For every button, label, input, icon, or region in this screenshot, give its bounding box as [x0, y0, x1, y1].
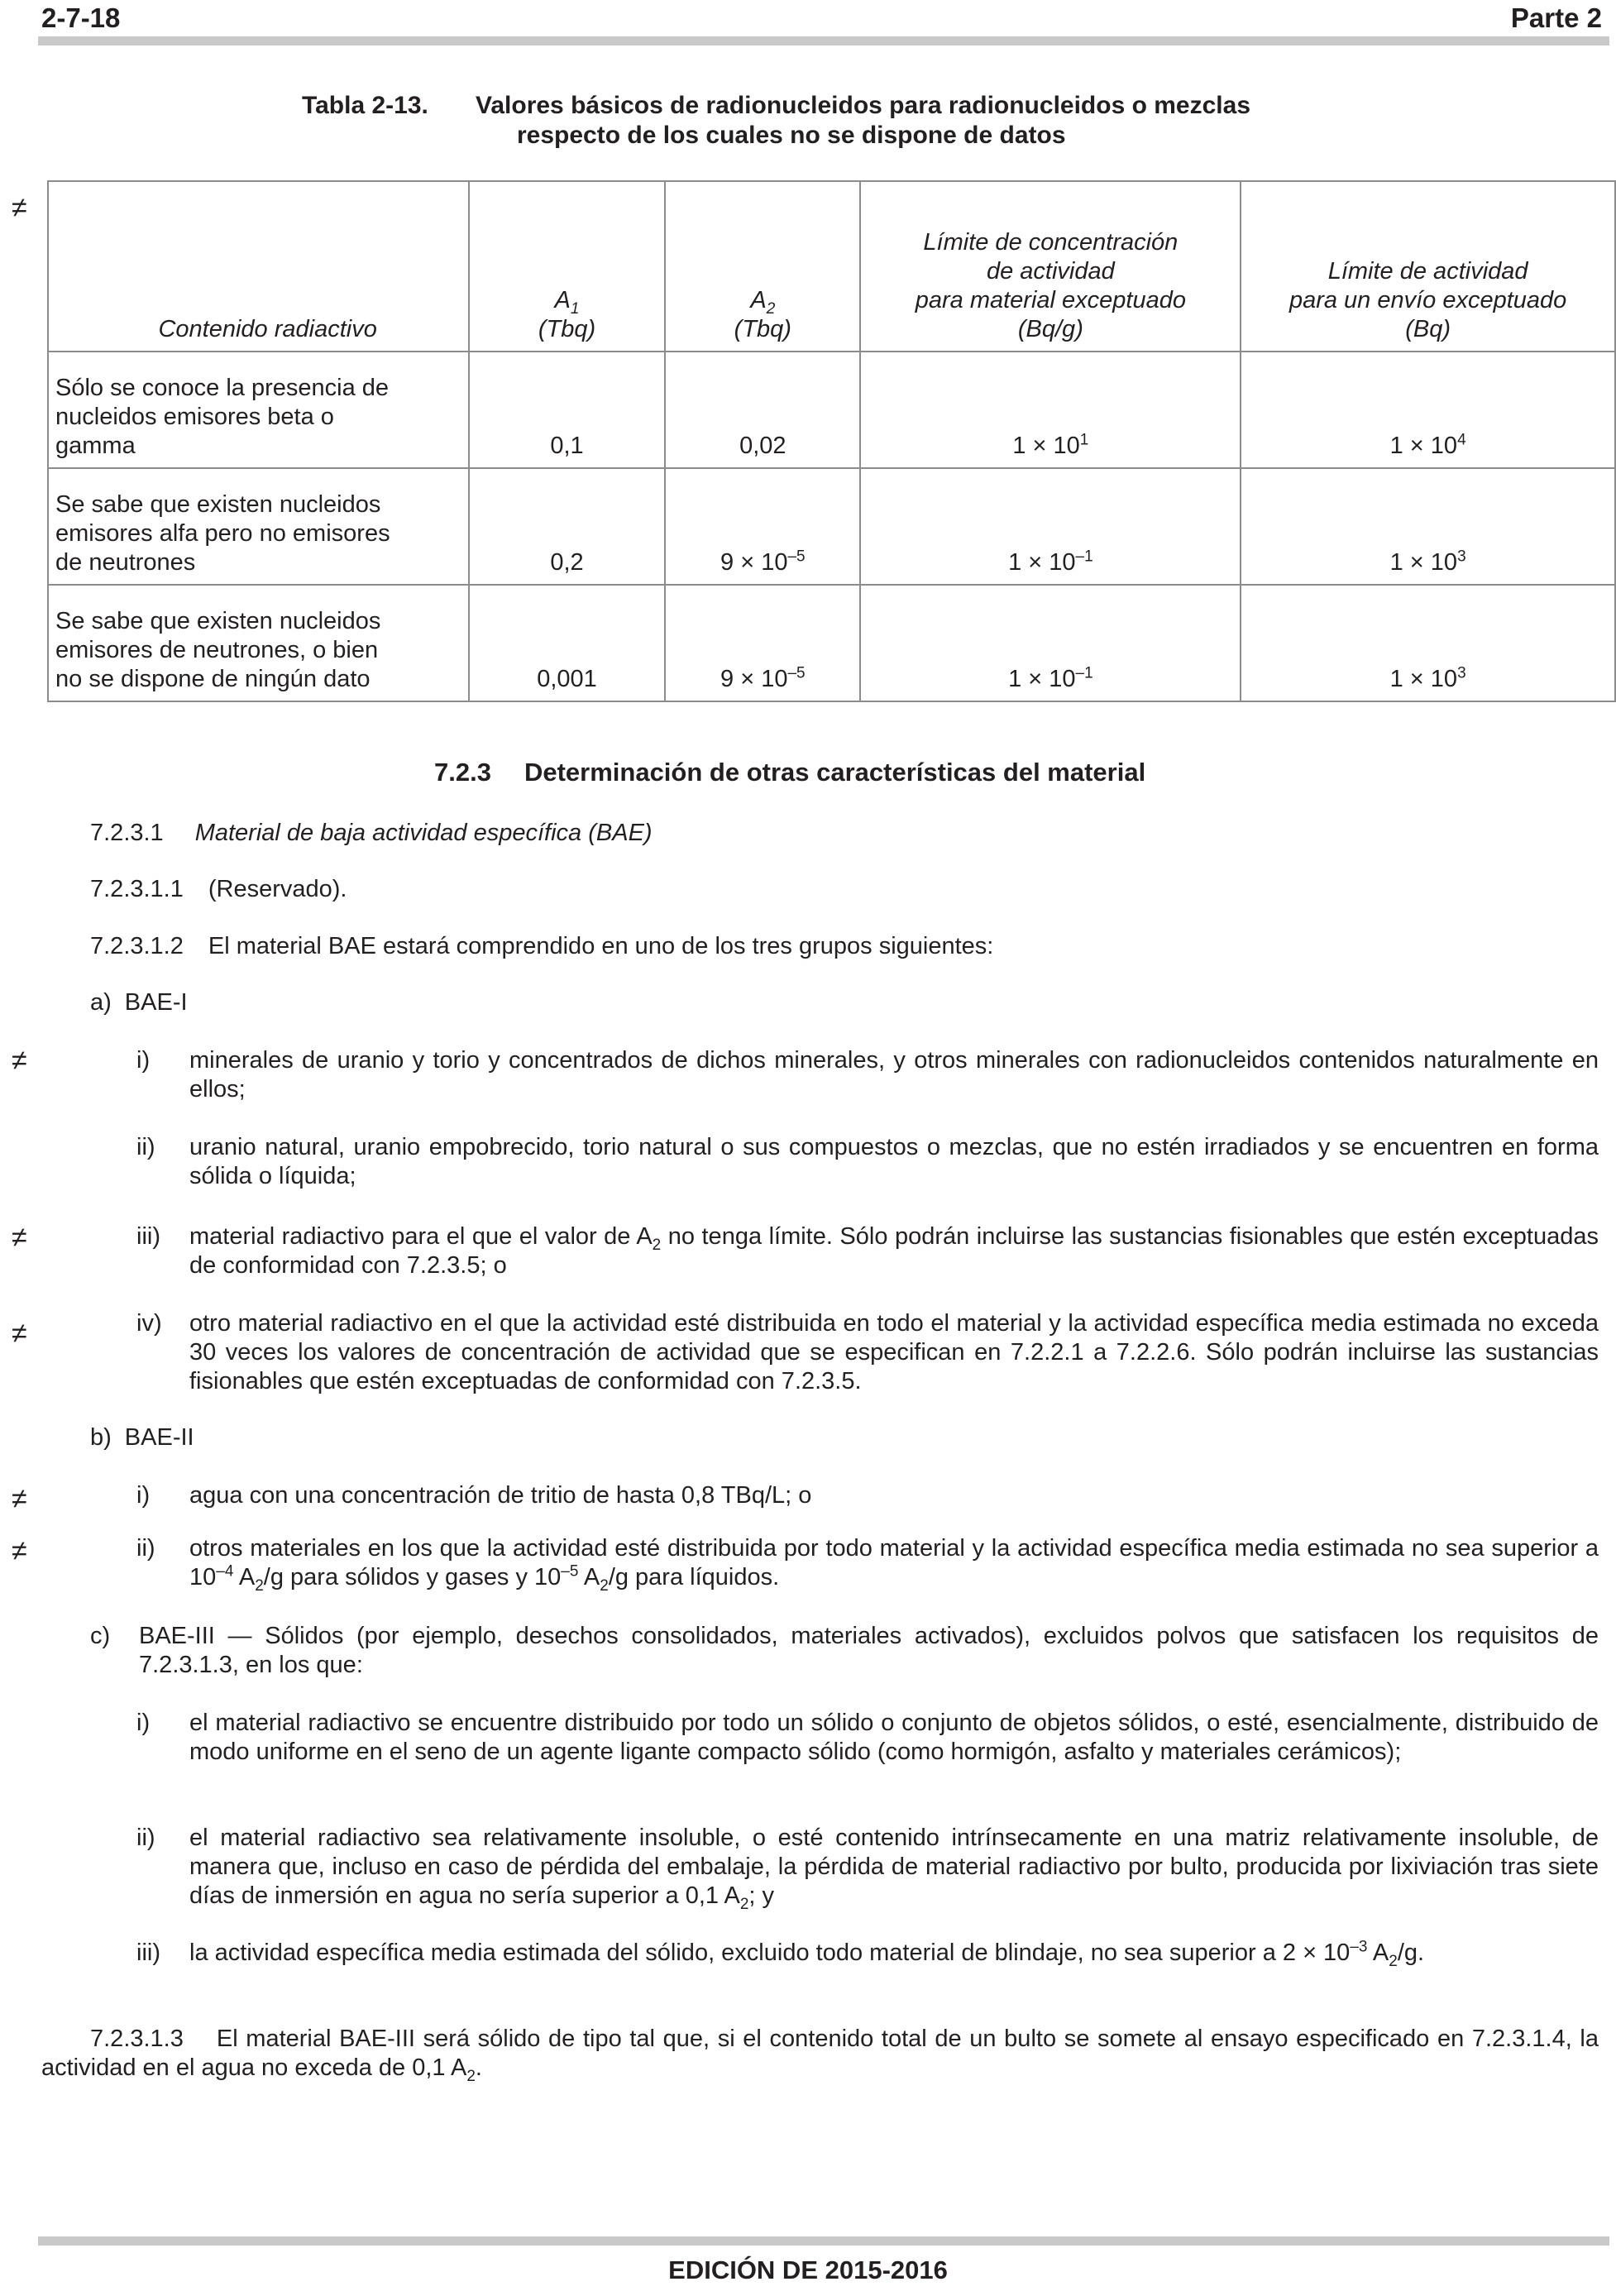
list-item — [136, 1939, 1599, 1968]
change-mark: ≠ — [12, 192, 27, 223]
row-a1-cell: 0,2 — [469, 468, 665, 585]
row-act-cell: $1 \times 10^3$ — [1241, 468, 1615, 585]
row-a1-cell: 0,001 — [469, 585, 665, 701]
row-conc-cell: $1 \times 10^{-1}$ — [860, 468, 1241, 585]
row-a2-cell: $9 \times 10^{-5}$ — [665, 585, 860, 701]
radionuclide-basic-values-table — [47, 180, 1616, 702]
row-content-cell: Sólo se conoce la presencia de nucleidos emisores beta o gamma — [48, 352, 469, 468]
list-marker: iii) — [136, 1223, 160, 1250]
paragraph-7-2-3-1-1 — [90, 875, 347, 904]
header-rule — [38, 36, 1609, 45]
table-row — [48, 352, 1615, 468]
caption-title-line2: respecto de los cuales no se dispone de datos — [517, 122, 1066, 149]
list-marker: ii) — [136, 1134, 155, 1160]
row-a2-cell: 0,02 — [665, 352, 860, 468]
list-item — [136, 1046, 1599, 1104]
group-label: c) — [90, 1623, 111, 1649]
subsection-7-2-3-1 — [90, 819, 653, 848]
list-item-text: el material radiactivo se encuentre distribuido por todo un sólido o conjunto de objetos sólidos, o esté, esencialmente, distribuido de modo uniforme en el seno de un agente ligante compacto sólido (como hormigón, asfalto y materiales cerámicos); — [189, 1710, 1599, 1765]
subsection-title: Material de baja actividad específica (BAE) — [194, 820, 653, 846]
change-mark: ≠ — [12, 1483, 27, 1514]
header-content: Contenido radiactivo — [48, 181, 469, 352]
list-item-text: minerales de uranio y torio y concentrados de dichos minerales, y otros minerales con radionucleidos contenidos naturalmente en ellos; — [189, 1047, 1599, 1103]
list-item-text: agua con una concentración de tritio de hasta 0,8 TBq/L; o — [189, 1482, 812, 1509]
table-row — [48, 468, 1615, 585]
list-item-text: uranio natural, uranio empobrecido, torio natural o sus compuestos o mezclas, que no estén irradiados y se encuentren en forma sólida o líquida; — [189, 1134, 1599, 1189]
caption-label: Tabla 2-13. — [302, 92, 428, 119]
page-number: 2-7-18 — [41, 2, 121, 33]
list-item — [136, 1133, 1599, 1191]
paragraph-number: 7.2.3.1.1 — [90, 876, 184, 902]
group-label: a) — [90, 989, 112, 1016]
row-act-cell: $1 \times 10^4$ — [1241, 352, 1615, 468]
section-number: 7.2.3 — [434, 758, 491, 787]
caption-title-line1: Valores básicos de radionucleidos para radionucleidos o mezclas — [476, 92, 1251, 119]
table-row — [48, 585, 1615, 701]
row-act-cell: $1 \times 10^3$ — [1241, 585, 1615, 701]
list-marker: iv) — [136, 1310, 162, 1337]
change-mark: ≠ — [12, 1535, 27, 1567]
subsection-number: 7.2.3.1 — [90, 820, 164, 846]
paragraph-text: El material BAE estará comprendido en uno de los tres grupos siguientes: — [208, 933, 994, 959]
header-a2: $A_2$ (Tbq) — [665, 181, 860, 352]
group-label: b) — [90, 1424, 112, 1451]
list-item — [136, 1824, 1599, 1911]
header-activity-limit: Límite de actividad para un envío exceptuado (Bq) — [1241, 181, 1615, 352]
row-content-cell: Se sabe que existen nucleidos emisores de neutrones, o bien no se dispone de ningún dato — [48, 585, 469, 701]
list-item — [136, 1534, 1599, 1595]
group-c-text: BAE-III — Sólidos (por ejemplo, desechos consolidados, materiales activados), excluidos polvos que satisfacen los requisitos de 7.2.3.1.3, en los que: — [139, 1623, 1599, 1678]
group-b-heading — [90, 1423, 194, 1452]
paragraph-7-2-3-1-2 — [90, 932, 993, 961]
list-item — [136, 1222, 1599, 1280]
row-conc-cell: $1 \times 10^{-1}$ — [860, 585, 1241, 701]
group-title: BAE-II — [124, 1424, 194, 1451]
list-item-text: la actividad específica media estimada del sólido, excluido todo material de blindaje, no sea superior a $2 \times 10^{-3}$ $A_2/g$. — [189, 1938, 1425, 1970]
table-header-row — [48, 181, 1615, 352]
group-a-heading — [90, 988, 188, 1017]
row-a1-cell: 0,1 — [469, 352, 665, 468]
section-heading — [434, 758, 1145, 787]
list-marker: i) — [136, 1482, 151, 1509]
row-content-cell: Se sabe que existen nucleidos emisores alfa pero no emisores de neutrones — [48, 468, 469, 585]
list-marker: i) — [136, 1710, 151, 1736]
change-mark: ≠ — [12, 1318, 27, 1349]
group-c-paragraph — [90, 1622, 1599, 1680]
paragraph-7-2-3-1-3 — [41, 2025, 1599, 2083]
list-marker: iii) — [136, 1940, 160, 1966]
list-item-text: otro material radiactivo en el que la actividad esté distribuida en todo el material y la actividad específica media estimada no exceda 30 veces los valores de concentración de actividad que se especifican en 7.2.2.1 a 7.2.2.6. Sólo podrán incluirse las sustancias fisionables que estén exceptuadas de conformidad con 7.2.3.5. — [189, 1310, 1599, 1394]
edition-footer: EDICIÓN DE 2015-2016 — [668, 2255, 948, 2284]
section-title: Determinación de otras características del material — [524, 758, 1146, 787]
list-item — [136, 1481, 1599, 1510]
group-title: BAE-I — [124, 989, 188, 1016]
footer-rule — [38, 2236, 1609, 2246]
change-mark: ≠ — [12, 1222, 27, 1253]
list-item — [136, 1709, 1599, 1767]
paragraph-number: 7.2.3.1.3 — [90, 2026, 184, 2052]
row-conc-cell: $1 \times 10^1$ — [860, 352, 1241, 468]
list-marker: i) — [136, 1047, 151, 1074]
list-marker: ii) — [136, 1535, 155, 1562]
list-item-text: el material radiactivo sea relativamente insoluble, o esté contenido intrínsecamente en una matriz relativamente insoluble, de manera que, incluso en caso de pérdida del embalaje, la pérdida de material radiactivo por bulto, producida por lixiviación tras siete días de inmersión en agua no sería superior a 0,1 $A_2$; y — [189, 1825, 1599, 1913]
list-marker: ii) — [136, 1825, 155, 1851]
paragraph-text: (Reservado). — [208, 876, 347, 902]
header-concentration-limit: Límite de concentración de actividad para material exceptuado (Bq/g) — [860, 181, 1241, 352]
header-a1: $A_1$ (Tbq) — [469, 181, 665, 352]
part-label: Parte 2 — [1510, 2, 1602, 33]
list-item — [136, 1309, 1599, 1396]
paragraph-number: 7.2.3.1.2 — [90, 933, 184, 959]
list-item-text: material radiactivo para el que el valor de $A_2$ no tenga límite. Sólo podrán incluirse las sustancias fisionables que estén exceptuadas de conformidad con 7.2.3.5; o — [189, 1223, 1599, 1279]
row-a2-cell: $9 \times 10^{-5}$ — [665, 468, 860, 585]
list-item-text: otros materiales en los que la actividad esté distribuida por todo material y la actividad específica media estimada no sea superior a $10^{-4}$ $A_2/g$ para sólidos y gases y $10^{-5}$ $A_2/g$ para líquidos. — [189, 1535, 1599, 1595]
change-mark: ≠ — [12, 1045, 27, 1076]
paragraph-text: El material BAE-III será sólido de tipo tal que, si el contenido total de un bulto se somete al ensayo especificado en 7.2.3.1.4, la actividad en el agua no exceda de 0,1 $A_2$. — [41, 2026, 1599, 2085]
